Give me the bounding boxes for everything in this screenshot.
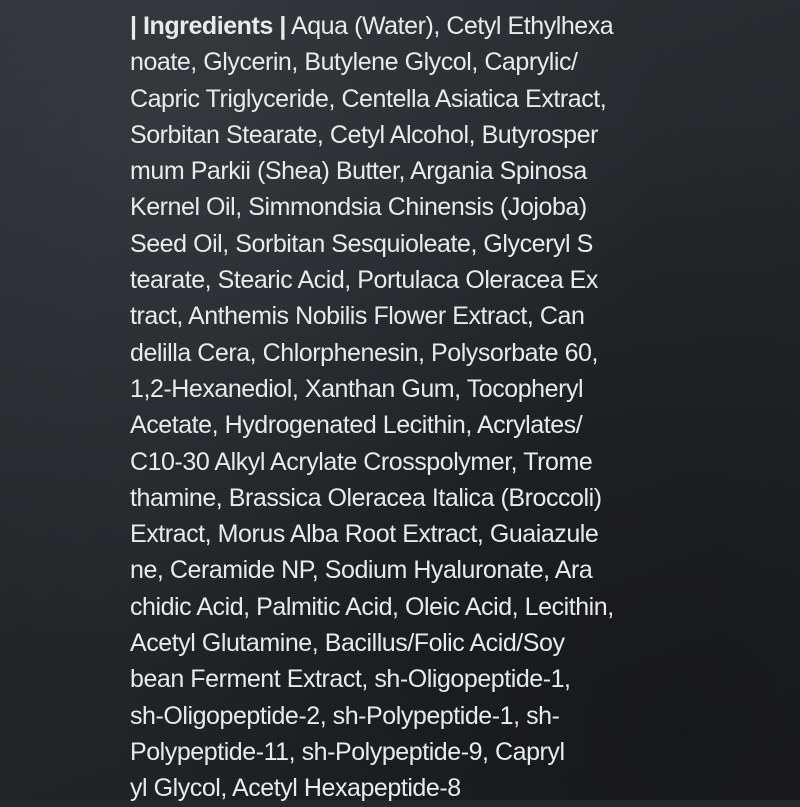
ingredients-text-line: C10-30 Alkyl Acrylate Crosspolymer, Trome <box>130 447 593 476</box>
ingredients-text-line: thamine, Brassica Oleracea Italica (Broccoli) <box>130 483 602 512</box>
ingredients-text-line: tract, Anthemis Nobilis Flower Extract, Can <box>130 302 585 331</box>
ingredients-text-line: yl Glycol, Acetyl Hexapeptide-8 <box>130 774 461 803</box>
ingredients-text-line: Kernel Oil, Simmondsia Chinensis (Jojoba) <box>130 193 587 222</box>
ingredients-line-1 <box>130 8 670 44</box>
ingredients-text-line: Extract, Morus Alba Root Extract, Guaiazule <box>130 520 599 549</box>
ingredients-text-line: Seed Oil, Sorbitan Sesquioleate, Glyceryl S <box>130 229 593 258</box>
ingredients-text-line: Capric Triglyceride, Centella Asiatica Extract, <box>130 84 607 113</box>
ingredients-text-line: tearate, Stearic Acid, Portulaca Oleracea Ex <box>130 266 598 295</box>
ingredients-text-line: mum Parkii (Shea) Butter, Argania Spinosa <box>130 157 587 186</box>
ingredients-text-line: Aqua (Water), Cetyl Ethylhexa <box>285 12 614 40</box>
ingredients-text-line: Acetyl Glutamine, Bacillus/Folic Acid/Soy <box>130 629 565 658</box>
ingredients-text-line: Acetate, Hydrogenated Lecithin, Acrylates/ <box>130 411 583 440</box>
ingredients-text-line: ne, Ceramide NP, Sodium Hyaluronate, Ara <box>130 556 593 585</box>
ingredients-text-line: chidic Acid, Palmitic Acid, Oleic Acid, Lecithin, <box>130 592 614 621</box>
ingredients-text-line: delilla Cera, Chlorphenesin, Polysorbate 60, <box>130 338 598 367</box>
ingredients-text-line: noate, Glycerin, Butylene Glycol, Caprylic/ <box>130 48 578 77</box>
ingredients-text-line: 1,2-Hexanediol, Xanthan Gum, Tocopheryl <box>130 374 584 403</box>
ingredients-list <box>130 8 670 807</box>
ingredients-text-line: sh-Oligopeptide-2, sh-Polypeptide-1, sh- <box>130 701 560 730</box>
ingredients-text-line: Sorbitan Stearate, Cetyl Alcohol, Butyrosper <box>130 120 598 149</box>
ingredients-text-line: Polypeptide-11, sh-Polypeptide-9, Capryl <box>130 737 565 766</box>
ingredients-text-line: bean Ferment Extract, sh-Oligopeptide-1, <box>130 665 571 694</box>
ingredients-heading: | Ingredients | <box>130 12 286 40</box>
